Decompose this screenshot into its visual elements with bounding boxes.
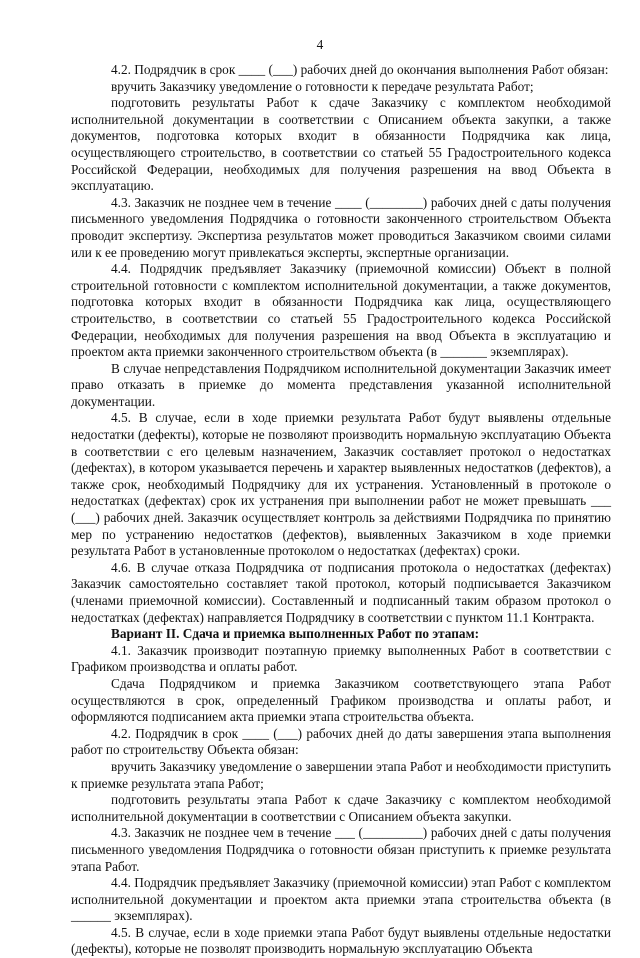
paragraph: 4.4. Подрядчик предъявляет Заказчику (приемочной комиссии) этап Работ с комплектом исполнительной документации и проектом акта приемки этапа строительства объекта (в ______ экземплярах). — [71, 875, 611, 924]
paragraph: 4.3. Заказчик не позднее чем в течение ____ (________) рабочих дней с даты получения письменного уведомления Подрядчика о готовности законченного строительством Объекта проводит экспертизу. Экспертиза результатов может проводиться Заказчиком своими силами или к ее проведению могут привлекаться эксперты, экспертные организации. — [71, 194, 611, 260]
section-heading: Вариант II. Сдача и приемка выполненных Работ по этапам: — [111, 626, 480, 642]
paragraph: Сдача Подрядчиком и приемка Заказчиком соответствующего этапа Работ осуществляются в срок, определенный Графиком производства и оплаты работ, и оформляются подписанием акта приемки этапа строительства объекта. — [71, 675, 611, 725]
paragraph: подготовить результаты Работ к сдаче Заказчику с комплектом необходимой исполнительной документации в соответствии с Описанием объекта закупки, а также документов, подготовка которых входит в обязанности Подрядчика как лица, осуществляющего строительство, в соответствии со статьей 55 Градостроительного кодекса Российской Федерации, необходимых для получения разрешения на ввод Объекта в эксплуатацию. — [71, 95, 611, 194]
paragraph: 4.5. В случае, если в ходе приемки этапа Работ будут выявлены отдельные недостатки (дефекты), которые не позволят производить нормальную эксплуатацию Объекта — [71, 924, 611, 957]
paragraph: 4.1. Заказчик производит поэтапную приемку выполненных Работ в соответствии с Графиком производства и оплаты работ. — [71, 642, 611, 675]
paragraph: 4.5. В случае, если в ходе приемки результата Работ будут выявлены отдельные недостатки (дефекты), которые не позволяют производить нормальную эксплуатацию Объекта в соответствии с его целевым назначением, Заказчик составляет протокол о недостатках (дефектах), в котором указывается перечень и характер выявленных недостатков (дефектов), а также срок, необходимый Подрядчику для их устранения. Установленный в протоколе о недостатках (дефектах) срок их устранения при выполнении работ не может превышать ___ (___) рабочих дней. Заказчик осуществляет контроль за действиями Подрядчика по принятию мер по устранению недостатков (дефектов), выявленных Заказчиком в ходе приемки результата Работ в установленные протоколом о недостатках (дефектах) сроки. — [71, 410, 611, 559]
document-body — [71, 62, 611, 958]
paragraph: 4.2. Подрядчик в срок ____ (___) рабочих дней до даты завершения этапа выполнения работ по строительству Объекта обязан: — [71, 725, 611, 758]
paragraph: 4.4. Подрядчик предъявляет Заказчику (приемочной комиссии) Объект в полной строительной готовности с комплектом исполнительной документации, а также документов, подготовка которых входит в обязанности Подрядчика как лица, осуществляющего строительство, в соответствии со статьей 55 Градостроительного кодекса Российской Федерации, необходимых для получения разрешения на ввод Объекта в эксплуатацию и проектом акта приемки законченного строительством объекта (в _______ экземплярах). — [71, 261, 611, 360]
paragraph: В случае непредставления Подрядчиком исполнительной документации Заказчик имеет право отказать в приемке до момента представления указанной исполнительной документации. — [71, 360, 611, 409]
paragraph: 4.6. В случае отказа Подрядчика от подписания протокола о недостатках (дефектах) Заказчик самостоятельно составляет такой протокол, который подписывается Заказчиком (членами приемочной комиссии). Составленный и подписанный таким образом протокол о недостатках (дефектах) направляется Подрядчику в соответствии с пунктом 11.1 Контракта. — [71, 559, 611, 625]
paragraph: вручить Заказчику уведомление о завершении этапа Работ и необходимости приступить к приемке результата этапа Работ; — [71, 758, 611, 791]
paragraph: вручить Заказчику уведомление о готовности к передаче результата Работ; — [111, 78, 534, 94]
paragraph: 4.2. Подрядчик в срок ____ (___) рабочих дней до окончания выполнения Работ обязан: — [111, 62, 609, 77]
paragraph: 4.3. Заказчик не позднее чем в течение ___ (_________) рабочих дней с даты получения письменного уведомления Подрядчика о готовности обязан приступить к приемке результата этапа Работ. — [71, 825, 611, 874]
paragraph: подготовить результаты этапа Работ к сдаче Заказчику с комплектом необходимой исполнительной документации в соответствии с Описанием объекта закупки. — [71, 792, 611, 824]
page-number: 4 — [316, 37, 324, 52]
